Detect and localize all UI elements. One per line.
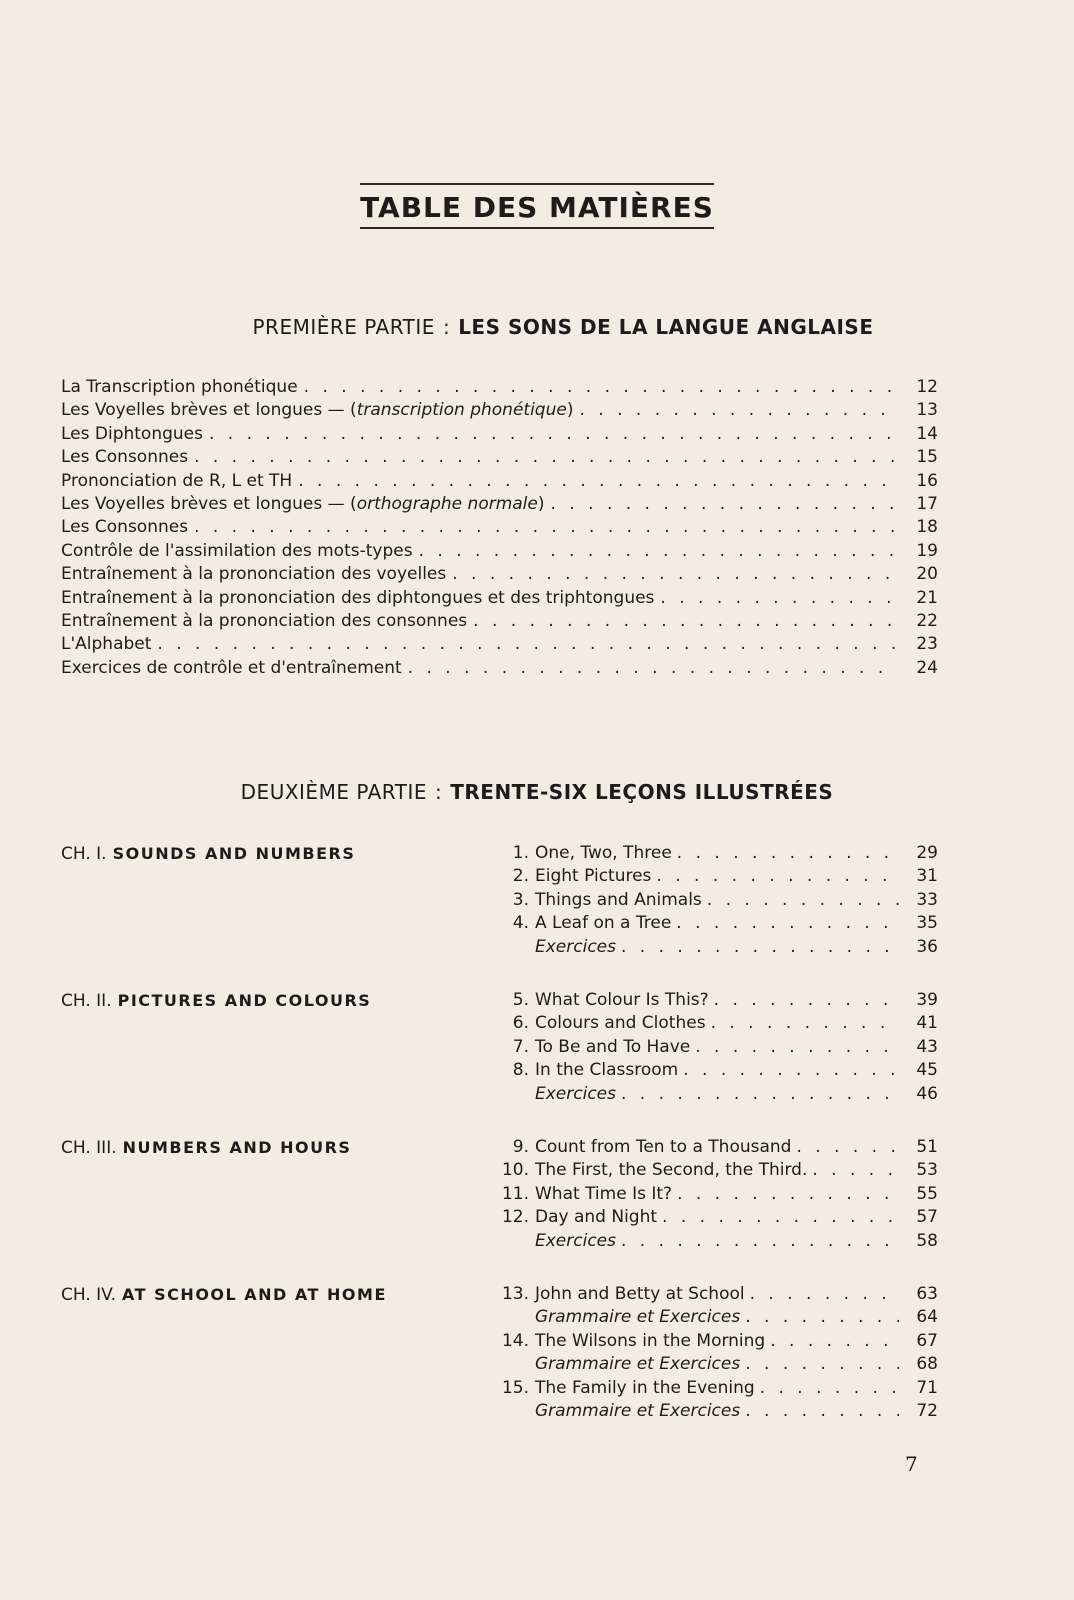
dot-leader [676,912,899,935]
entry-text: La Transcription phonétique [61,377,298,397]
lesson-entry [493,1159,938,1182]
lesson-page: 58 [916,1230,938,1251]
entry-page: 17 [916,493,938,514]
toc-entry [61,446,938,469]
entry-page: 24 [916,657,938,678]
lesson-title: Exercices [535,1230,616,1251]
lesson-page: 39 [916,990,938,1010]
lesson-entry [493,1012,938,1035]
lesson-entry [493,1059,938,1082]
entry-page: 16 [916,470,938,491]
lesson-number: 10. [501,1160,529,1181]
lesson-title: The Family in the Evening [535,1377,755,1398]
toc-entry [61,657,938,680]
lesson-number: 6. [512,1013,529,1034]
lesson-page: 57 [916,1207,938,1228]
part1-entries [61,376,938,680]
lesson-page: 29 [916,843,938,863]
entry-text: Les Consonnes [61,517,189,538]
lesson-number: 1. [512,843,529,863]
lesson-title: Exercices [535,936,616,957]
lesson-title: The First, the Second, the Third. [535,1160,808,1181]
chapter-label [61,1283,387,1307]
lesson-number: 15. [501,1377,529,1398]
lesson-list [493,989,938,1106]
toc-entry [61,540,938,563]
lesson-page: 67 [916,1330,938,1351]
lesson-title: What Time Is It? [535,1183,673,1204]
lesson-page: 33 [916,889,938,910]
dot-leader [714,989,899,1012]
entry-page: 22 [916,610,938,631]
lesson-page: 41 [916,1013,938,1034]
entry-text: L'Alphabet [61,634,152,655]
dot-leader [408,657,898,680]
lesson-title: A Leaf on a Tree [535,913,672,934]
chapter-label [61,1136,351,1160]
dot-leader [157,633,898,656]
chapter-number: CH. I. [61,844,107,864]
part2-separator: : [434,780,443,804]
lesson-entry [493,1330,938,1353]
entry-page: 20 [916,564,938,585]
entry-page: 12 [916,377,938,397]
dot-leader [683,1059,899,1082]
lesson-number: 13. [501,1284,529,1304]
lesson-page: 68 [916,1354,938,1375]
chapter-label [61,989,371,1013]
entry-page: 15 [916,447,938,468]
lesson-entry [493,912,938,935]
toc-entry [61,376,938,399]
toc-entry [61,633,938,656]
dot-leader [419,540,898,563]
chapter-title: AT SCHOOL AND AT HOME [122,1285,387,1304]
dot-leader [194,516,898,539]
dot-leader [695,1036,899,1059]
chapter-title: PICTURES AND COLOURS [117,991,372,1010]
entry-text: Les Consonnes [61,447,189,468]
lesson-page: 45 [916,1060,938,1081]
chapter-number: CH. IV. [61,1285,117,1305]
lesson-number: 3. [512,889,529,910]
lesson-title: Exercices [535,1083,616,1104]
entry-page: 13 [916,400,938,421]
dot-leader [677,1183,899,1206]
lesson-page: 36 [916,936,938,957]
lesson-title: Count from Ten to a Thousand [535,1137,792,1157]
chapter-title: SOUNDS AND NUMBERS [112,844,356,863]
dot-leader [812,1159,899,1182]
lesson-title: Grammaire et Exercices [535,1307,741,1328]
dot-leader [745,1400,899,1423]
dot-leader [660,587,898,610]
lesson-number: 4. [512,913,529,934]
lesson-subentry [493,1353,938,1376]
dot-leader [750,1283,899,1306]
lesson-page: 72 [916,1400,938,1421]
lesson-entry [493,865,938,888]
dot-leader [656,865,899,888]
lesson-entry [493,1283,938,1306]
lesson-title: One, Two, Three [535,843,672,863]
lesson-subentry [493,1083,938,1106]
lesson-number: 7. [512,1036,529,1057]
lesson-entry [493,989,938,1012]
dot-leader [711,1012,899,1035]
lesson-page: 51 [916,1137,938,1157]
chapter-label [61,842,355,866]
entry-page: 23 [916,634,938,655]
toc-entry [61,610,938,633]
lesson-title: To Be and To Have [535,1036,691,1057]
lesson-entry [493,1183,938,1206]
toc-entry [61,399,938,422]
dot-leader [662,1206,899,1229]
entry-text: Entraînement à la prononciation des consonnes [61,610,468,631]
part1-separator: : [442,315,451,339]
lesson-page: 63 [916,1284,938,1304]
chapter-number: CH. III. [61,1138,117,1158]
lesson-entry [493,1136,938,1159]
lesson-page: 43 [916,1036,938,1057]
dot-leader [579,399,898,422]
dot-leader [304,376,898,399]
entry-text: Exercices de contrôle et d'entraînement [61,657,402,678]
chapter-number: CH. II. [61,991,112,1011]
lesson-number: 5. [512,990,529,1010]
dot-leader [621,936,899,959]
entry-text: Prononciation de R, L et TH [61,470,293,491]
entry-text: Entraînement à la prononciation des diphtongues et des triphtongues [61,587,655,608]
lesson-title: John and Betty at School [535,1284,745,1304]
lesson-subentry [493,1400,938,1423]
page-title-block [0,183,1074,229]
lesson-entry [493,1036,938,1059]
lesson-list [493,1136,938,1253]
dot-leader [473,610,898,633]
lesson-title: Eight Pictures [535,866,652,887]
dot-leader [209,423,898,446]
lesson-entry [493,842,938,865]
lesson-entry [493,1206,938,1229]
dot-leader [745,1353,899,1376]
dot-leader [760,1377,899,1400]
lesson-page: 53 [916,1160,938,1181]
dot-leader [621,1083,899,1106]
part1-label: PREMIÈRE PARTIE [252,315,435,339]
lesson-title: What Colour Is This? [535,990,709,1010]
lesson-number: 11. [501,1183,529,1204]
dot-leader [298,470,898,493]
lesson-subentry [493,1306,938,1329]
lesson-title: Colours and Clothes [535,1013,706,1034]
entry-text: Les Voyelles brèves et longues — (transcription phonétique) [61,400,574,421]
entry-page: 19 [916,540,938,561]
page-title: TABLE DES MATIÈRES [360,183,714,229]
lesson-number: 14. [501,1330,529,1351]
entry-page: 14 [916,423,938,444]
toc-entry [61,587,938,610]
page-number: 7 [905,1452,918,1476]
entry-text: Les Diphtongues [61,423,203,444]
lesson-title: The Wilsons in the Morning [535,1330,766,1351]
dot-leader [770,1330,899,1353]
lesson-list [493,1283,938,1423]
toc-entry [61,516,938,539]
chapter-title: NUMBERS AND HOURS [122,1138,352,1157]
lesson-page: 46 [916,1083,938,1104]
lesson-page: 55 [916,1183,938,1204]
lesson-subentry [493,936,938,959]
lesson-page: 31 [916,866,938,887]
entry-text: Les Voyelles brèves et longues — (orthographe normale) [61,493,545,514]
lesson-title: Things and Animals [535,889,702,910]
lesson-number: 9. [512,1137,529,1157]
toc-entry [61,423,938,446]
part1-title: LES SONS DE LA LANGUE ANGLAISE [458,315,874,339]
entry-text: Entraînement à la prononciation des voyelles [61,564,447,585]
lesson-entry [493,1377,938,1400]
dot-leader [452,563,898,586]
lesson-entry [493,889,938,912]
dot-leader [745,1306,899,1329]
dot-leader [551,493,898,516]
lesson-page: 35 [916,913,938,934]
lesson-list [493,842,938,959]
entry-page: 21 [916,587,938,608]
entry-text: Contrôle de l'assimilation des mots-types [61,540,413,561]
lesson-page: 64 [916,1307,938,1328]
part1-heading [52,315,1074,339]
toc-entry [61,563,938,586]
lesson-subentry [493,1230,938,1253]
toc-entry [61,493,938,516]
lesson-number: 8. [512,1060,529,1081]
part2-heading [0,780,1074,804]
lesson-title: Grammaire et Exercices [535,1400,741,1421]
dot-leader [796,1136,899,1159]
entry-page: 18 [916,517,938,538]
lesson-title: In the Classroom [535,1060,679,1081]
toc-entry [61,470,938,493]
dot-leader [621,1230,899,1253]
dot-leader [194,446,898,469]
lesson-title: Grammaire et Exercices [535,1354,741,1375]
lesson-page: 71 [916,1377,938,1398]
dot-leader [677,842,899,865]
dot-leader [707,889,899,912]
lesson-title: Day and Night [535,1207,658,1228]
lesson-number: 12. [501,1207,529,1228]
lesson-number: 2. [512,866,529,887]
part2-label: DEUXIÈME PARTIE [240,780,427,804]
part2-title: TRENTE-SIX LEÇONS ILLUSTRÉES [450,780,834,804]
